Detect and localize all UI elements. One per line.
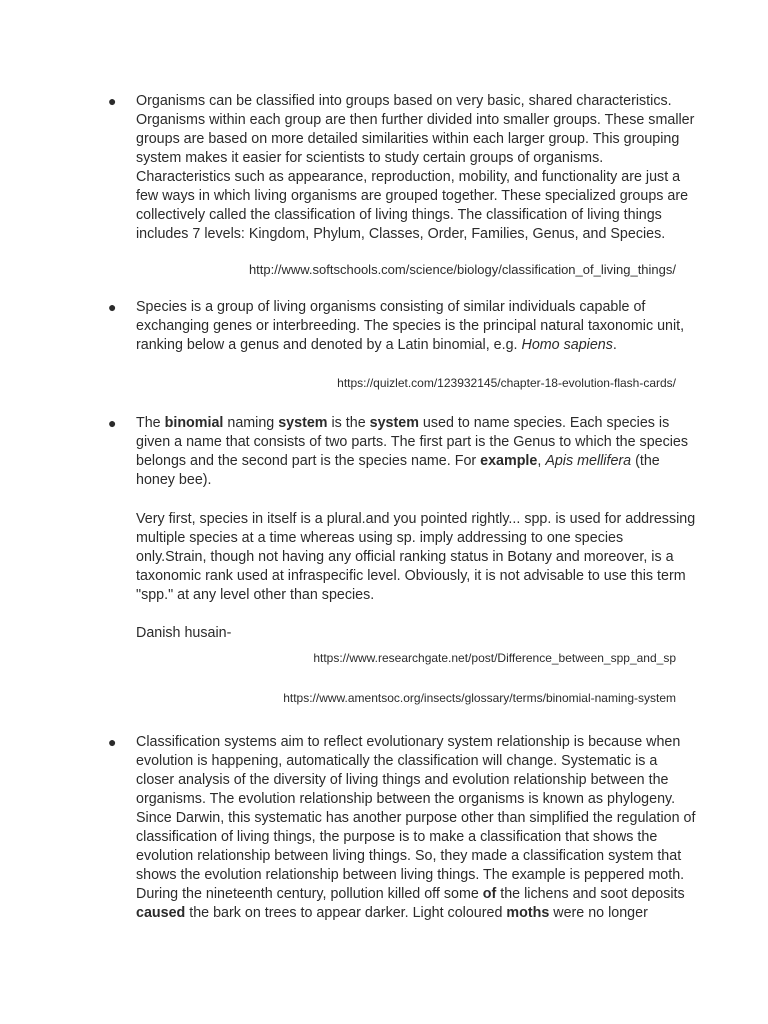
text-run: the bark on trees to appear darker. Light coloured bbox=[185, 905, 507, 921]
text-line: closer analysis of the diversity of living things and evolution relationship between the bbox=[136, 772, 669, 788]
text-line: honey bee). bbox=[136, 472, 212, 488]
text-line: system makes it easier for scientists to study certain groups of organisms. bbox=[136, 150, 604, 166]
author-line: Danish husain- bbox=[136, 625, 232, 641]
text-run: , bbox=[537, 453, 546, 469]
reference-link-softschools[interactable]: http://www.softschools.com/science/biology/classification_of_living_things/ bbox=[248, 262, 676, 277]
text-line: Organisms can be classified into groups based on very basic, shared characteristics. bbox=[136, 93, 672, 109]
text-line: Species is a group of living organisms consisting of similar individuals capable of bbox=[136, 299, 646, 315]
text-run: is the bbox=[327, 415, 370, 431]
text-line bbox=[136, 452, 683, 471]
text-run: . bbox=[612, 337, 617, 353]
paragraph-spp-note bbox=[136, 510, 711, 605]
bullet-item-classification bbox=[108, 92, 695, 244]
italic-term: Homo sapiens bbox=[521, 337, 613, 353]
text-line: "spp." at any level other than species. bbox=[136, 587, 375, 603]
text-line: Since Darwin, this systematic has another purpose other than simplified the regulation of bbox=[136, 810, 696, 826]
text-line bbox=[136, 885, 683, 904]
text-run: naming bbox=[223, 415, 279, 431]
reference-link-amentsoc[interactable]: https://www.amentsoc.org/insects/glossary/terms/binomial-naming-system bbox=[283, 691, 676, 705]
bullet-item-binomial bbox=[108, 414, 689, 490]
text-run: used to name species. Each species is bbox=[418, 415, 670, 431]
bold-term: caused bbox=[136, 905, 186, 921]
bullet-icon: ● bbox=[108, 299, 117, 315]
text-run: were no longer bbox=[549, 905, 648, 921]
text-line: shows the evolution relationship between living things. The example is peppered moth. bbox=[136, 867, 685, 883]
text-line: multiple species at a time whereas using sp. imply addressing to one species bbox=[136, 530, 624, 546]
text-line: taxonomic rank used at infraspecific level. Obviously, it is not advisable to use this term bbox=[136, 568, 686, 584]
text-run: The bbox=[136, 415, 165, 431]
text-line: evolution is happening, automatically the classification will change. Systematic is a bbox=[136, 753, 658, 769]
bold-term: example bbox=[480, 453, 538, 469]
text-line bbox=[136, 904, 683, 923]
bold-term: moths bbox=[506, 905, 550, 921]
text-line: Organisms within each group are then further divided into smaller groups. These smaller bbox=[136, 112, 695, 128]
bullet-icon: ● bbox=[108, 93, 117, 109]
paragraph-binomial bbox=[136, 414, 689, 490]
paragraph-classification bbox=[136, 92, 695, 244]
text-line: few ways in which living organisms are grouped together. These specialized groups are bbox=[136, 188, 689, 204]
text-line bbox=[136, 414, 683, 433]
bold-term: system bbox=[369, 415, 419, 431]
text-run: During the nineteenth century, pollution killed off some bbox=[136, 886, 483, 902]
text-line: only.Strain, though not having any official ranking status in Botany and moreover, is a bbox=[136, 549, 674, 565]
bullet-icon: ● bbox=[108, 734, 117, 750]
bold-term: binomial bbox=[164, 415, 224, 431]
reference-link-quizlet[interactable]: https://quizlet.com/123932145/chapter-18-evolution-flash-cards/ bbox=[337, 376, 676, 390]
paragraph-species bbox=[136, 298, 683, 355]
text-line: classification of living things, the purpose is to make a classification that shows the bbox=[136, 829, 658, 845]
text-line: groups are based on more detailed similarities within each larger group. This grouping bbox=[136, 131, 680, 147]
text-line: includes 7 levels: Kingdom, Phylum, Classes, Order, Families, Genus, and Species. bbox=[136, 226, 666, 242]
text-line bbox=[136, 336, 683, 355]
text-run: (the bbox=[631, 453, 660, 469]
bold-term: system bbox=[278, 415, 328, 431]
text-run: ranking below a genus and denoted by a Latin binomial, e.g. bbox=[136, 337, 522, 353]
text-line: organisms. The evolution relationship between the organisms is known as phylogeny. bbox=[136, 791, 676, 807]
italic-term: Apis mellifera bbox=[545, 453, 632, 469]
text-run: belongs and the second part is the species name. For bbox=[136, 453, 481, 469]
text-line: exchanging genes or interbreeding. The species is the principal natural taxonomic unit, bbox=[136, 318, 685, 334]
reference-link-researchgate[interactable]: https://www.researchgate.net/post/Difference_between_spp_and_sp bbox=[313, 651, 676, 665]
text-line: Very first, species in itself is a plural.and you pointed rightly... spp. is used for addressing bbox=[136, 511, 696, 527]
bold-term: of bbox=[482, 886, 497, 902]
bullet-item-systems bbox=[108, 733, 696, 923]
paragraph-systems bbox=[136, 733, 696, 923]
text-run: the lichens and soot deposits bbox=[496, 886, 685, 902]
text-line: Characteristics such as appearance, reproduction, mobility, and functionality are just a bbox=[136, 169, 681, 185]
bullet-icon: ● bbox=[108, 415, 117, 431]
text-line: evolution relationship between living things. So, they made a classification system that bbox=[136, 848, 682, 864]
text-line: collectively called the classification of living things. The classification of living things bbox=[136, 207, 662, 223]
text-line: given a name that consists of two parts. The first part is the Genus to which the species bbox=[136, 434, 689, 450]
bullet-item-species bbox=[108, 298, 683, 355]
text-line: Classification systems aim to reflect evolutionary system relationship is because when bbox=[136, 734, 681, 750]
